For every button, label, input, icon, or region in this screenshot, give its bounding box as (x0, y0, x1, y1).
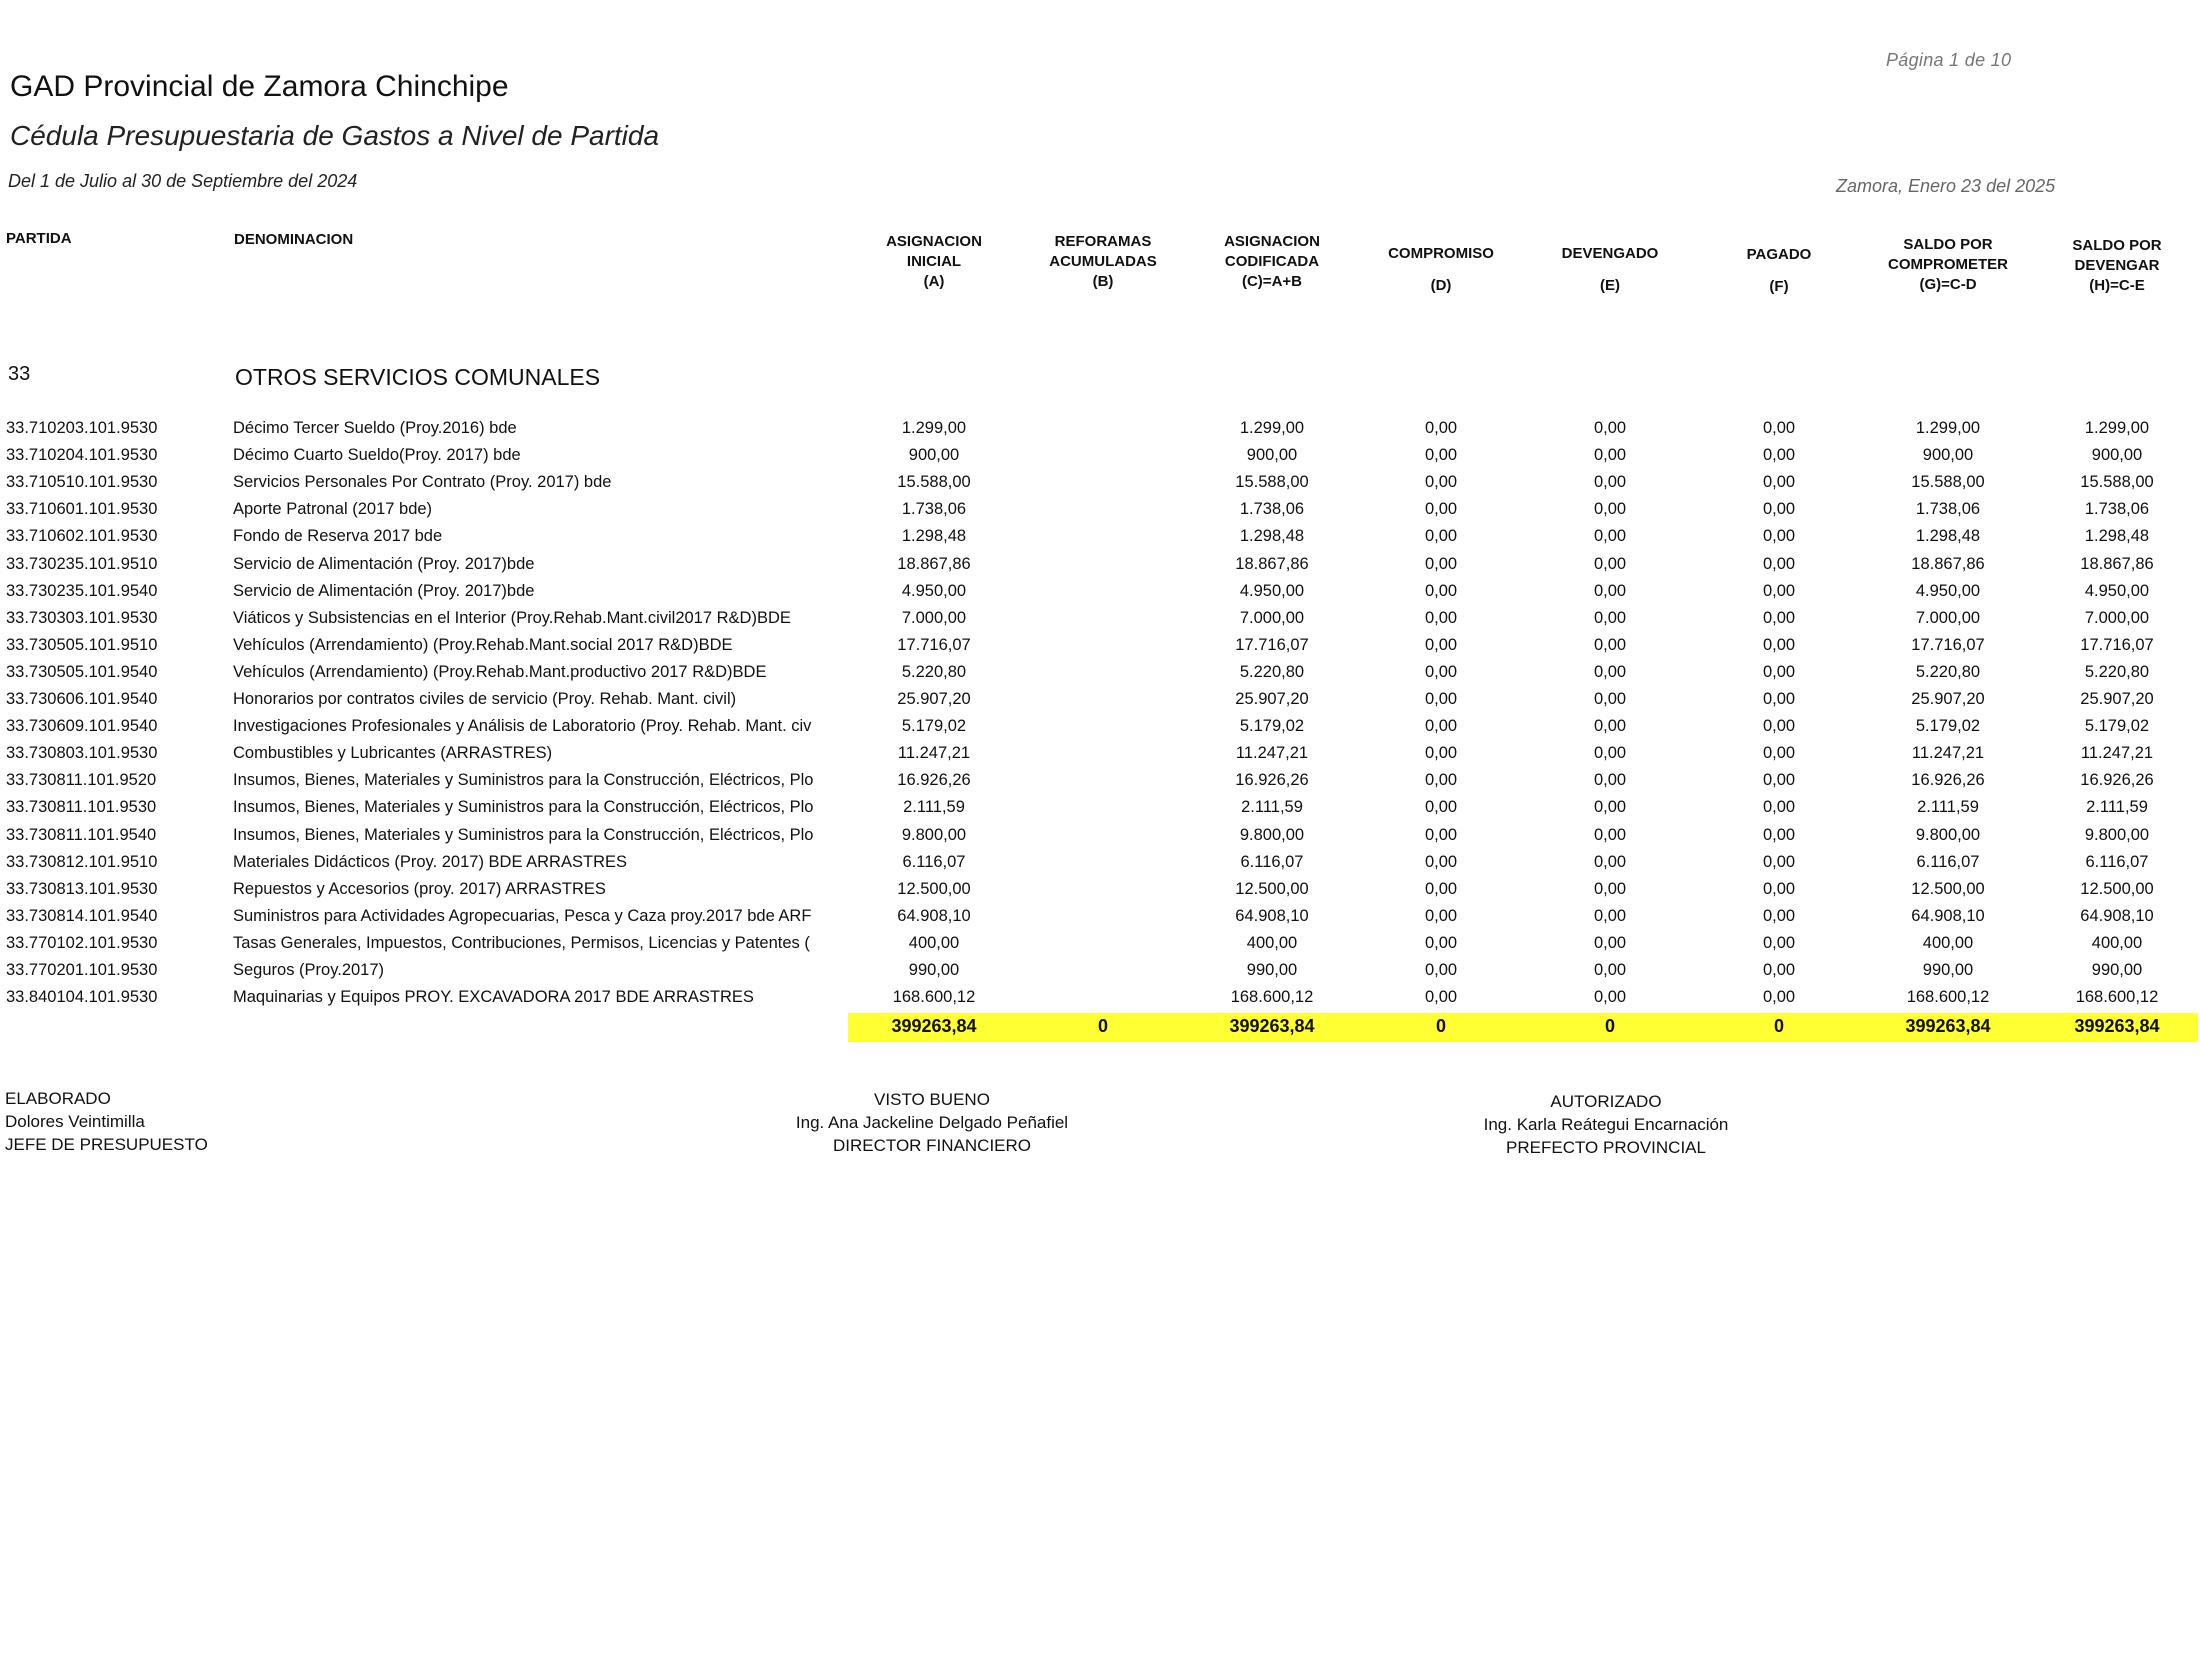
cell-e: 0,00 (1593, 825, 1627, 844)
cell-c: 17.716,07 (1235, 635, 1309, 654)
cell-f: 0,00 (1762, 635, 1796, 654)
cell-g: 18.867,86 (1911, 554, 1985, 573)
cell-e: 0,00 (1593, 798, 1627, 817)
cell-c: 900,00 (1246, 446, 1298, 465)
cell-c: 2.111,59 (1241, 798, 1303, 817)
cell-c: 9.800,00 (1239, 825, 1305, 844)
total-compromiso: 0 (1435, 1016, 1446, 1036)
table-row (0, 473, 2200, 500)
table-row (0, 663, 2200, 690)
cell-h: 990,00 (2091, 961, 2143, 979)
col-header-devengado: DEVENGADO (E) (1561, 245, 1659, 294)
table-row (0, 988, 2200, 1015)
cell-f: 0,00 (1762, 446, 1796, 465)
partida-code: 33.840104.101.9530 (6, 988, 158, 1007)
cell-h: 7.000,00 (2084, 608, 2150, 627)
table-row (0, 690, 2200, 717)
cell-a: 18.867,86 (897, 554, 971, 573)
report-period: Del 1 de Julio al 30 de Septiembre del 2024 (8, 171, 358, 191)
cell-f: 0,00 (1762, 771, 1796, 790)
cell-e: 0,00 (1593, 771, 1627, 790)
table-row (0, 609, 2200, 636)
table-row (0, 771, 2200, 798)
col-header-pagado: PAGADO (F) (1746, 246, 1812, 295)
partida-code: 33.730811.101.9520 (6, 771, 157, 790)
table-row (0, 527, 2200, 554)
denominacion: Investigaciones Profesionales y Análisis de Laboratorio (Proy. Rehab. Mant. civ (233, 717, 812, 736)
partida-code: 33.710602.101.9530 (6, 527, 158, 546)
partida-code: 33.730505.101.9540 (6, 662, 158, 681)
cell-d: 0,00 (1424, 581, 1458, 600)
cell-f: 0,00 (1762, 473, 1796, 492)
cell-f: 0,00 (1762, 933, 1796, 952)
cell-d: 0,00 (1424, 554, 1458, 573)
cell-d: 0,00 (1424, 988, 1458, 1007)
cell-e: 0,00 (1593, 906, 1627, 925)
cell-d: 0,00 (1424, 473, 1458, 492)
denominacion: Maquinarias y Equipos PROY. EXCAVADORA 2017 BDE ARRASTRES (233, 988, 754, 1007)
total-devengado: 0 (1604, 1016, 1615, 1036)
partida-code: 33.730303.101.9530 (6, 608, 158, 627)
cell-h: 11.247,21 (2080, 744, 2154, 763)
cell-f: 0,00 (1762, 690, 1796, 708)
cell-f: 0,00 (1762, 744, 1796, 763)
total-saldo-devengar: 399263,84 (2074, 1016, 2160, 1036)
partida-code: 33.710601.101.9530 (6, 500, 158, 519)
cell-g: 1.298,48 (1915, 527, 1981, 546)
col-header-partida: PARTIDA (6, 230, 72, 247)
cell-a: 5.179,02 (901, 717, 967, 736)
table-row (0, 934, 2200, 961)
cell-g: 5.220,80 (1915, 662, 1981, 681)
cell-d: 0,00 (1424, 690, 1458, 708)
denominacion: Servicio de Alimentación (Proy. 2017)bde (233, 581, 535, 600)
cell-g: 1.299,00 (1915, 419, 1981, 437)
partida-code: 33.730235.101.9540 (6, 581, 158, 600)
denominacion: Combustibles y Lubricantes (ARRASTRES) (233, 744, 553, 763)
cell-f: 0,00 (1762, 988, 1796, 1007)
cell-d: 0,00 (1424, 961, 1458, 979)
cell-f: 0,00 (1762, 500, 1796, 519)
denominacion: Suministros para Actividades Agropecuarias, Pesca y Caza proy.2017 bde ARF (233, 906, 812, 925)
page-number: Página 1 de 10 (1886, 50, 2012, 70)
cell-d: 0,00 (1424, 825, 1458, 844)
cell-f: 0,00 (1762, 717, 1796, 736)
signature-autorizado: AUTORIZADO Ing. Karla Reátegui Encarnación PREFECTO PROVINCIAL (1483, 1092, 1729, 1157)
cell-d: 0,00 (1424, 771, 1458, 790)
cell-a: 168.600,12 (892, 988, 976, 1007)
cell-c: 18.867,86 (1235, 554, 1309, 573)
cell-g: 4.950,00 (1915, 581, 1981, 600)
cell-d: 0,00 (1424, 635, 1458, 654)
cell-d: 0,00 (1424, 852, 1458, 871)
col-header-compromiso: COMPROMISO (D) (1388, 245, 1494, 294)
denominacion: Materiales Didácticos (Proy. 2017) BDE ARRASTRES (233, 852, 627, 871)
denominacion: Vehículos (Arrendamiento) (Proy.Rehab.Mant.productivo 2017 R&D)BDE (233, 662, 767, 681)
cell-g: 2.111,59 (1917, 798, 1979, 817)
cell-h: 2.111,59 (2086, 798, 2148, 817)
cell-e: 0,00 (1593, 608, 1627, 627)
partida-code: 33.730606.101.9540 (6, 690, 158, 708)
total-reformas: 0 (1097, 1016, 1108, 1036)
cell-e: 0,00 (1593, 662, 1627, 681)
cell-e: 0,00 (1593, 635, 1627, 654)
cell-a: 1.738,06 (901, 500, 967, 519)
section-code: 33 (8, 363, 31, 385)
cell-h: 5.220,80 (2084, 662, 2150, 681)
cell-e: 0,00 (1593, 879, 1627, 898)
cell-e: 0,00 (1593, 419, 1627, 437)
cell-f: 0,00 (1762, 825, 1796, 844)
cell-f: 0,00 (1762, 527, 1796, 546)
cell-a: 12.500,00 (897, 879, 971, 898)
denominacion: Viáticos y Subsistencias en el Interior (Proy.Rehab.Mant.civil2017 R&D)BDE (233, 608, 791, 627)
partida-code: 33.710203.101.9530 (6, 419, 158, 437)
partida-code: 33.730814.101.9540 (6, 906, 158, 925)
partida-code: 33.710204.101.9530 (6, 446, 158, 465)
table-row (0, 798, 2200, 825)
cell-c: 25.907,20 (1235, 690, 1309, 708)
table-row (0, 744, 2200, 771)
cell-c: 5.179,02 (1239, 717, 1305, 736)
cell-e: 0,00 (1593, 961, 1627, 979)
cell-d: 0,00 (1424, 500, 1458, 519)
cell-a: 400,00 (908, 933, 960, 952)
table-row (0, 582, 2200, 609)
cell-c: 1.298,48 (1239, 527, 1305, 546)
cell-h: 1.738,06 (2084, 500, 2150, 519)
cell-c: 400,00 (1246, 933, 1298, 952)
cell-g: 7.000,00 (1915, 608, 1981, 627)
cell-a: 4.950,00 (901, 581, 967, 600)
cell-a: 1.299,00 (901, 419, 967, 437)
denominacion: Insumos, Bienes, Materiales y Suministros para la Construcción, Eléctricos, Plo (233, 798, 814, 817)
denominacion: Insumos, Bienes, Materiales y Suministros para la Construcción, Eléctricos, Plo (233, 825, 814, 844)
cell-g: 9.800,00 (1915, 825, 1981, 844)
cell-g: 17.716,07 (1911, 635, 1985, 654)
denominacion: Seguros (Proy.2017) (233, 961, 385, 979)
cell-e: 0,00 (1593, 527, 1627, 546)
denominacion: Servicio de Alimentación (Proy. 2017)bde (233, 554, 535, 573)
cell-e: 0,00 (1593, 744, 1627, 763)
place-date: Zamora, Enero 23 del 2025 (1836, 176, 2056, 196)
cell-e: 0,00 (1593, 581, 1627, 600)
section-name: OTROS SERVICIOS COMUNALES (235, 364, 601, 390)
cell-d: 0,00 (1424, 608, 1458, 627)
partida-code: 33.770102.101.9530 (6, 933, 158, 952)
table-row (0, 880, 2200, 907)
partida-code: 33.730803.101.9530 (6, 744, 158, 763)
cell-a: 900,00 (908, 446, 960, 465)
cell-h: 9.800,00 (2084, 825, 2150, 844)
denominacion: Servicios Personales Por Contrato (Proy. 2017) bde (233, 473, 612, 492)
cell-h: 18.867,86 (2080, 554, 2154, 573)
col-header-saldo-comprometer: SALDO POR COMPROMETER (G)=C-D (1888, 236, 2008, 293)
cell-e: 0,00 (1593, 473, 1627, 492)
cell-e: 0,00 (1593, 500, 1627, 519)
cell-d: 0,00 (1424, 933, 1458, 952)
cell-a: 9.800,00 (901, 825, 967, 844)
cell-a: 1.298,48 (901, 527, 967, 546)
total-asignacion-codificada: 399263,84 (1229, 1016, 1315, 1036)
cell-f: 0,00 (1762, 662, 1796, 681)
table-row (0, 500, 2200, 527)
denominacion: Décimo Tercer Sueldo (Proy.2016) bde (233, 419, 517, 437)
cell-c: 6.116,07 (1240, 852, 1304, 871)
total-pagado: 0 (1773, 1016, 1784, 1036)
cell-c: 7.000,00 (1239, 608, 1305, 627)
cell-d: 0,00 (1424, 527, 1458, 546)
cell-a: 16.926,26 (897, 771, 971, 790)
cell-d: 0,00 (1424, 798, 1458, 817)
document-title: Cédula Presupuestaria de Gastos a Nivel de Partida (10, 120, 660, 151)
table-row (0, 826, 2200, 853)
denominacion: Vehículos (Arrendamiento) (Proy.Rehab.Mant.social 2017 R&D)BDE (233, 635, 733, 654)
cell-g: 15.588,00 (1911, 473, 1985, 492)
cell-c: 15.588,00 (1235, 473, 1309, 492)
cell-h: 168.600,12 (2075, 988, 2159, 1007)
signature-elaborado: ELABORADO Dolores Veintimilla JEFE DE PRESUPUESTO (5, 1089, 208, 1154)
organization-name: GAD Provincial de Zamora Chinchipe (10, 70, 509, 103)
cell-f: 0,00 (1762, 608, 1796, 627)
cell-c: 5.220,80 (1239, 662, 1305, 681)
cell-g: 168.600,12 (1906, 988, 1990, 1007)
table-row (0, 907, 2200, 934)
col-header-asignacion-codificada: ASIGNACION CODIFICADA (C)=A+B (1224, 233, 1320, 290)
cell-d: 0,00 (1424, 717, 1458, 736)
cell-h: 25.907,20 (2080, 690, 2154, 708)
cell-c: 16.926,26 (1235, 771, 1309, 790)
cell-h: 15.588,00 (2080, 473, 2154, 492)
total-asignacion-inicial: 399263,84 (891, 1016, 977, 1036)
table-row (0, 961, 2200, 988)
cell-g: 5.179,02 (1915, 717, 1981, 736)
cell-g: 6.116,07 (1916, 852, 1980, 871)
cell-h: 1.298,48 (2084, 527, 2150, 546)
cell-h: 5.179,02 (2084, 717, 2150, 736)
cell-c: 12.500,00 (1235, 879, 1309, 898)
denominacion: Décimo Cuarto Sueldo(Proy. 2017) bde (233, 446, 521, 465)
cell-c: 168.600,12 (1230, 988, 1314, 1007)
cell-e: 0,00 (1593, 852, 1627, 871)
denominacion: Fondo de Reserva 2017 bde (233, 527, 443, 546)
table-row (0, 636, 2200, 663)
cell-d: 0,00 (1424, 662, 1458, 681)
partida-code: 33.770201.101.9530 (6, 961, 158, 979)
partida-code: 33.730609.101.9540 (6, 717, 158, 736)
cell-a: 25.907,20 (897, 690, 971, 708)
partida-code: 33.730811.101.9540 (6, 825, 157, 844)
cell-h: 4.950,00 (2084, 581, 2150, 600)
cell-a: 5.220,80 (901, 662, 967, 681)
cell-g: 11.247,21 (1911, 744, 1985, 763)
cell-g: 64.908,10 (1911, 906, 1985, 925)
cell-g: 900,00 (1922, 446, 1974, 465)
cell-f: 0,00 (1762, 961, 1796, 979)
col-header-reformas: REFORAMAS ACUMULADAS (B) (1049, 233, 1157, 290)
cell-e: 0,00 (1593, 690, 1627, 708)
cell-a: 15.588,00 (897, 473, 971, 492)
cell-c: 1.738,06 (1239, 500, 1305, 519)
cell-g: 12.500,00 (1911, 879, 1985, 898)
cell-h: 900,00 (2091, 446, 2143, 465)
partida-code: 33.730235.101.9510 (6, 554, 158, 573)
partida-code: 33.730812.101.9510 (6, 852, 158, 871)
cell-a: 6.116,07 (902, 852, 966, 871)
table-row (0, 853, 2200, 880)
cell-f: 0,00 (1762, 798, 1796, 817)
cell-h: 64.908,10 (2080, 906, 2154, 925)
cell-e: 0,00 (1593, 554, 1627, 573)
cell-a: 17.716,07 (897, 635, 971, 654)
cell-d: 0,00 (1424, 906, 1458, 925)
cell-d: 0,00 (1424, 879, 1458, 898)
cell-e: 0,00 (1593, 933, 1627, 952)
cell-f: 0,00 (1762, 581, 1796, 600)
cell-g: 25.907,20 (1911, 690, 1985, 708)
cell-d: 0,00 (1424, 446, 1458, 465)
cell-h: 1.299,00 (2084, 419, 2150, 437)
cell-e: 0,00 (1593, 446, 1627, 465)
cell-c: 11.247,21 (1235, 744, 1309, 763)
col-header-saldo-devengar: SALDO POR DEVENGAR (H)=C-E (2072, 237, 2162, 294)
cell-e: 0,00 (1593, 717, 1627, 736)
cell-a: 11.247,21 (897, 744, 971, 763)
cell-e: 0,00 (1593, 988, 1627, 1007)
cell-g: 1.738,06 (1915, 500, 1981, 519)
denominacion: Tasas Generales, Impuestos, Contribuciones, Permisos, Licencias y Patentes ( (233, 933, 810, 952)
cell-h: 12.500,00 (2080, 879, 2154, 898)
cell-d: 0,00 (1424, 419, 1458, 437)
cell-c: 990,00 (1246, 961, 1298, 979)
partida-code: 33.730813.101.9530 (6, 879, 158, 898)
denominacion: Insumos, Bienes, Materiales y Suministros para la Construcción, Eléctricos, Plo (233, 771, 814, 790)
partida-code: 33.730811.101.9530 (6, 798, 157, 817)
cell-a: 7.000,00 (901, 608, 967, 627)
cell-h: 17.716,07 (2080, 635, 2154, 654)
cell-h: 6.116,07 (2085, 852, 2149, 871)
cell-f: 0,00 (1762, 879, 1796, 898)
cell-d: 0,00 (1424, 744, 1458, 763)
cell-h: 16.926,26 (2080, 771, 2154, 790)
table-row (0, 555, 2200, 582)
denominacion: Honorarios por contratos civiles de servicio (Proy. Rehab. Mant. civil) (233, 690, 737, 708)
cell-a: 2.111,59 (903, 798, 965, 817)
cell-a: 64.908,10 (897, 906, 971, 925)
cell-f: 0,00 (1762, 906, 1796, 925)
total-saldo-comprometer: 399263,84 (1905, 1016, 1991, 1036)
denominacion: Aporte Patronal (2017 bde) (233, 500, 433, 519)
cell-c: 64.908,10 (1235, 906, 1309, 925)
table-row (0, 717, 2200, 744)
cell-c: 4.950,00 (1239, 581, 1305, 600)
table-row (0, 419, 2200, 446)
cell-g: 16.926,26 (1911, 771, 1985, 790)
partida-code: 33.710510.101.9530 (6, 473, 158, 492)
table-row (0, 446, 2200, 473)
cell-c: 1.299,00 (1239, 419, 1305, 437)
cell-f: 0,00 (1762, 554, 1796, 573)
cell-a: 990,00 (908, 961, 960, 979)
cell-f: 0,00 (1762, 852, 1796, 871)
denominacion: Repuestos y Accesorios (proy. 2017) ARRASTRES (233, 879, 606, 898)
signature-visto-bueno: VISTO BUENO Ing. Ana Jackeline Delgado Peñafiel DIRECTOR FINANCIERO (795, 1090, 1069, 1155)
col-header-asignacion-inicial: ASIGNACION INICIAL (A) (886, 233, 982, 290)
partida-code: 33.730505.101.9510 (6, 635, 158, 654)
cell-g: 990,00 (1922, 961, 1974, 979)
cell-f: 0,00 (1762, 419, 1796, 437)
cell-g: 400,00 (1922, 933, 1974, 952)
col-header-denominacion: DENOMINACION (234, 231, 354, 248)
cell-h: 400,00 (2091, 933, 2143, 952)
